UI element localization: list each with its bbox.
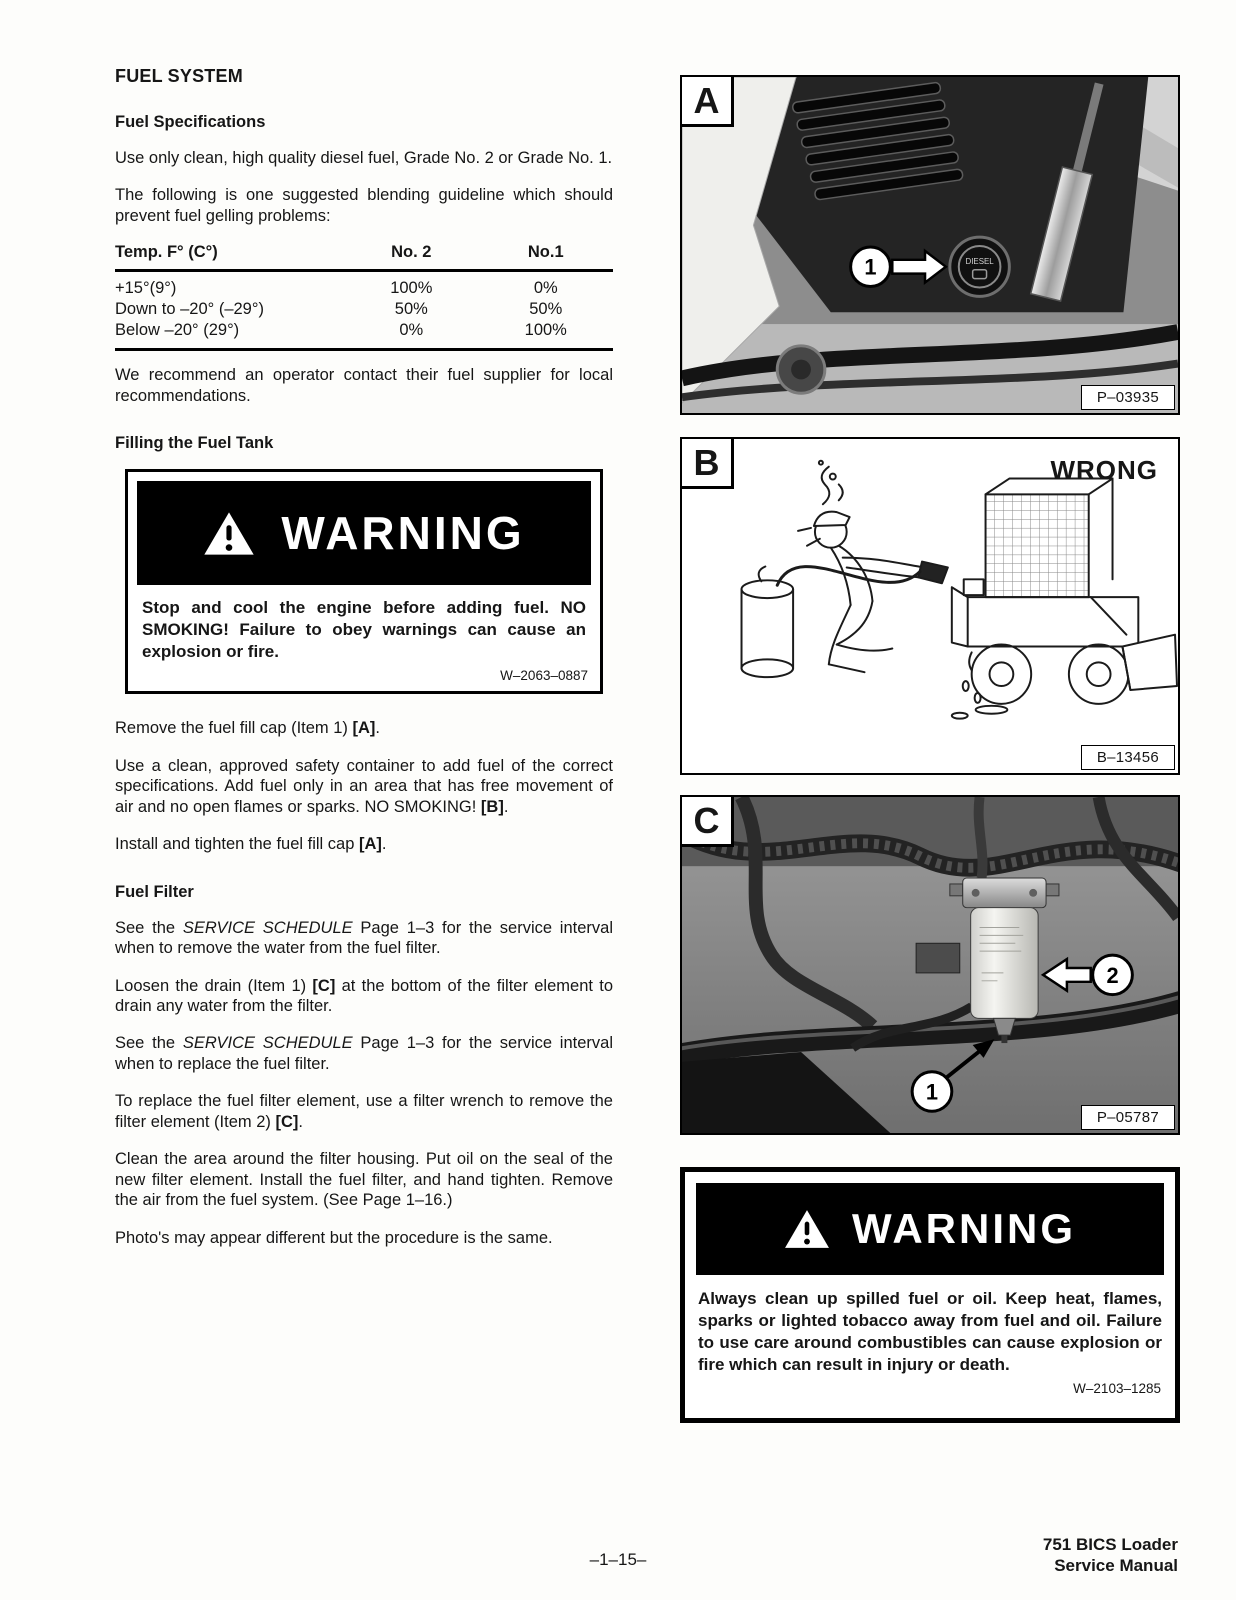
heading-fuel-specifications: Fuel Specifications	[115, 113, 266, 131]
svg-text:1: 1	[864, 254, 877, 280]
callout-1-badge	[851, 247, 891, 287]
paragraph-spec-3: We recommend an operator contact their fuel supplier for local recommendations.	[115, 366, 613, 405]
paragraph-filter-2: Loosen the drain (Item 1) [C] at the bottom of the filter element to drain any water from the filter.	[115, 976, 613, 1016]
table-cell: 50%	[529, 300, 563, 319]
photo-id: P–03935	[1081, 385, 1175, 410]
warning-header-band	[137, 481, 591, 585]
svg-text:2: 2	[1106, 962, 1119, 988]
heading-filling-fuel-tank: Filling the Fuel Tank	[115, 434, 274, 453]
table-cell: 0%	[533, 279, 558, 298]
paragraph-filter-1: See the SERVICE SCHEDULE Page 1–3 for the service interval when to remove the water from the fuel filter.	[115, 918, 614, 958]
paragraph-filter-6: Photo's may appear different but the procedure is the same.	[115, 1228, 553, 1247]
paragraph-fill-3: Install and tighten the fuel fill cap [A].	[115, 835, 387, 854]
table-cell: 100%	[390, 279, 433, 298]
wrong-caption: WRONG	[1050, 455, 1158, 485]
warning-box-fueling	[125, 469, 603, 694]
figure-c-photo	[682, 797, 1178, 1133]
paragraph-filter-4: To replace the fuel filter element, use a filter wrench to remove the filter element (Item 2) [C].	[115, 1092, 613, 1131]
figure-a-label: A	[682, 77, 734, 127]
warning-body-text: Stop and cool the engine before adding fuel. NO SMOKING! Failure to obey warnings can cause an explosion or fire.	[142, 598, 586, 662]
warning-title: WARNING	[852, 1205, 1076, 1252]
paragraph-filter-3: See the SERVICE SCHEDULE Page 1–3 for the service interval when to replace the fuel filter.	[115, 1034, 614, 1073]
left-column	[115, 66, 613, 1265]
table-cell: 0%	[344, 320, 478, 349]
footer-line-1: 751 BICS Loader	[1042, 1534, 1178, 1554]
table-cell: 100%	[479, 320, 613, 349]
footer-line-2: Service Manual	[1054, 1555, 1178, 1575]
fuel-blend-table	[115, 243, 613, 351]
paragraph-spec-2: The following is one suggested blending guideline which should prevent fuel gelling problems:	[115, 186, 613, 225]
figure-b	[680, 437, 1180, 775]
warning-code: W–2063–0887	[500, 668, 588, 684]
table-row	[115, 271, 613, 299]
warning-triangle-icon	[784, 1208, 830, 1250]
callout-2-badge	[1093, 955, 1133, 995]
svg-text:DIESEL: DIESEL	[965, 256, 994, 266]
heading-fuel-filter: Fuel Filter	[115, 882, 194, 901]
callout-1-badge	[912, 1072, 952, 1112]
warning-header-band	[696, 1183, 1164, 1275]
page-number: –1–15–	[589, 1550, 647, 1569]
paragraph-spec-1: Use only clean, high quality diesel fuel, Grade No. 2 or Grade No. 1.	[115, 149, 613, 167]
fuel-fill-cap	[950, 237, 1010, 296]
figure-c-label: C	[682, 797, 734, 847]
figure-b-label: B	[682, 439, 734, 489]
figure-a	[680, 75, 1180, 415]
table-cell: 50%	[394, 300, 428, 319]
table-cell: +15°(9°)	[115, 279, 177, 298]
table-header-no2: No. 2	[344, 243, 478, 271]
warning-body-text: Always clean up spilled fuel or oil. Keep heat, flames, sparks or lighted tobacco away from fuel and oil. Failure to use care around combustibles can cause explosion or fire which can result in injury or death.	[698, 1289, 1162, 1375]
paragraph-fill-1: Remove the fuel fill cap (Item 1) [A].	[115, 719, 381, 738]
photo-id: B–13456	[1081, 745, 1175, 770]
table-header-row	[115, 243, 613, 271]
paragraph-fill-2: Use a clean, approved safety container to add fuel of the correct specifications. Add fuel only in an area that has free movement of air and no open flames or sparks. NO SMOKING! [B].	[115, 756, 613, 816]
figure-a-photo	[682, 77, 1178, 413]
table-cell: Down to –20° (–29°)	[115, 300, 264, 319]
table-cell: Below –20° (29°)	[115, 320, 344, 349]
svg-text:1: 1	[925, 1079, 939, 1105]
table-header-no1: No.1	[479, 243, 613, 271]
warning-box-spilled-fuel	[680, 1167, 1180, 1423]
table-row	[115, 299, 613, 320]
manual-title-footer	[1043, 1534, 1178, 1577]
warning-triangle-icon	[203, 510, 255, 557]
warning-title: WARNING	[281, 507, 525, 560]
figure-c	[680, 795, 1180, 1135]
warning-code: W–2103–1285	[1073, 1381, 1161, 1397]
table-row	[115, 320, 613, 349]
page-title: FUEL SYSTEM	[115, 66, 243, 86]
paragraph-filter-5: Clean the area around the filter housing. Put oil on the seal of the new filter element. Install the fuel filter, and hand tighten. Remove the air from the fuel system. (See Page 1–16.)	[115, 1150, 613, 1210]
figure-b-illustration	[682, 439, 1178, 773]
table-header-temp: Temp. F° (C°)	[115, 243, 344, 271]
photo-id: P–05787	[1081, 1105, 1175, 1130]
